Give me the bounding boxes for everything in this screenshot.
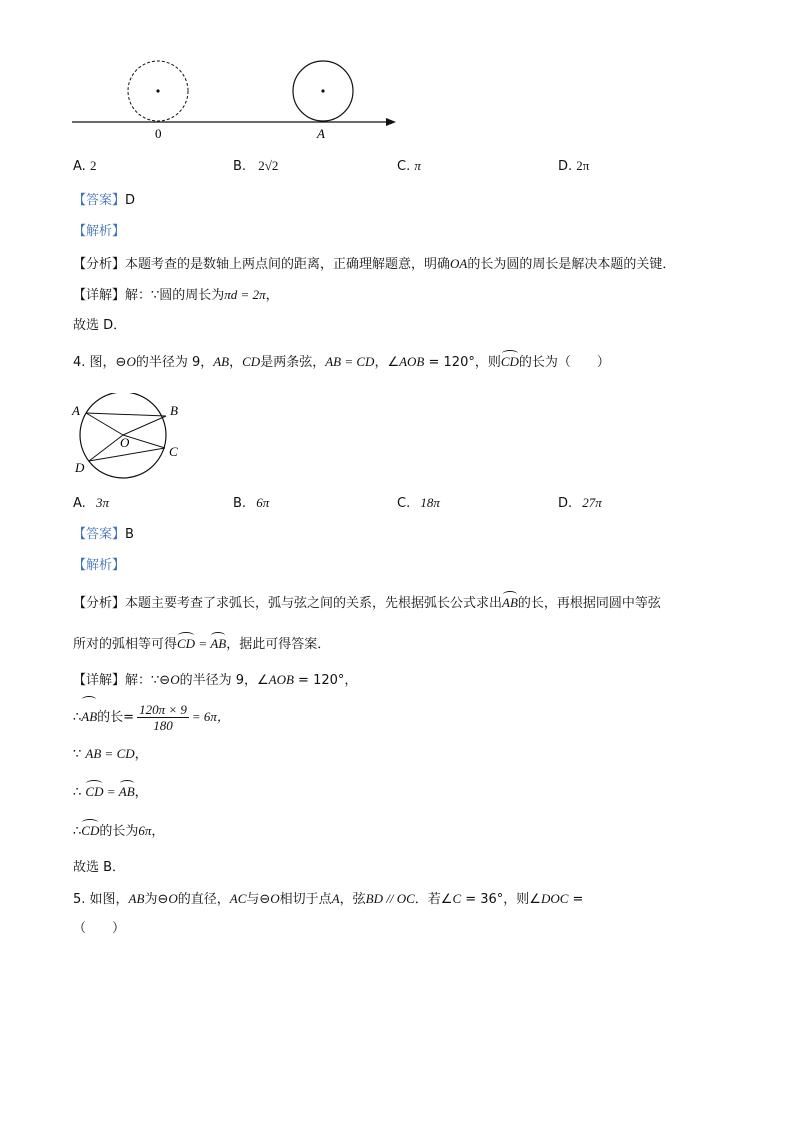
stem-text: ．若∠	[414, 892, 453, 907]
stem-var: AB	[128, 891, 145, 906]
option-letter: B.	[233, 159, 247, 174]
q3-analysis-heading	[73, 224, 125, 240]
step-arc: CD	[81, 823, 100, 838]
stem-text: = 120°，则	[424, 355, 501, 370]
q4-option-b	[233, 495, 269, 511]
axis-arrow	[386, 118, 396, 126]
fenxi-text-end: 的长为圆的周长是解决本题的关键．	[467, 257, 676, 272]
fenxi-text-end: 的长，再根据同圆中等弦	[517, 596, 661, 611]
xiangjie-text: = 120°，	[293, 673, 358, 688]
label-zero: 0	[155, 126, 162, 141]
step-arc: CD	[85, 784, 104, 799]
answer-tag: 【答案】	[73, 527, 126, 542]
conclusion-text: 故选 B．	[73, 860, 126, 875]
xiangjie-tag: 【详解】	[73, 288, 126, 303]
q4-step-3	[73, 784, 148, 801]
q4-step-2	[73, 746, 148, 763]
stem-var: AOB	[399, 354, 425, 369]
segment-od	[89, 435, 123, 461]
label-c: C	[169, 444, 178, 459]
step-expr: AB = CD	[85, 746, 135, 761]
stem-text: = 36°，则∠	[461, 892, 541, 907]
stem-text: 与⊖	[246, 892, 271, 907]
segment-ob	[123, 416, 166, 435]
stem-formula: AB = CD	[325, 354, 375, 369]
stem-text: 为⊖	[144, 892, 169, 907]
step-end: ，	[134, 747, 148, 762]
stem-formula: BD // OC	[365, 891, 415, 906]
fenxi-tag: 【分析】	[73, 257, 126, 272]
number-line-figure	[60, 50, 410, 150]
q4-option-d	[558, 495, 602, 511]
stem-var: O	[168, 891, 178, 906]
chord-ab	[86, 413, 166, 416]
step-arc: AB	[118, 784, 135, 799]
fenxi-arc: AB	[502, 595, 518, 610]
option-value: 27π	[582, 495, 602, 510]
option-value: 6π	[256, 495, 270, 510]
q4-option-c	[397, 495, 440, 511]
option-value: 18π	[420, 495, 440, 510]
fenxi-text: 所对的弧相等可得	[73, 637, 178, 652]
step-arc: AB	[81, 700, 97, 734]
xiangjie-var: AOB	[268, 672, 294, 687]
q4-fenxi-line2	[73, 636, 330, 653]
step-prefix: ∴	[73, 785, 82, 800]
stem-text: =	[568, 892, 584, 907]
label-o: O	[120, 435, 130, 450]
option-letter: B.	[233, 496, 247, 511]
solid-circle-center	[321, 89, 324, 92]
stem-var: O	[270, 891, 280, 906]
q4-fenxi	[73, 595, 661, 612]
stem-arc: CD	[500, 354, 519, 369]
stem-text: 5. 如图，	[73, 892, 129, 907]
q4-analysis-heading	[73, 558, 125, 574]
conclusion-text: 故选 D．	[73, 318, 127, 333]
stem-text: 的直径，	[177, 892, 230, 907]
label-a: A	[72, 403, 80, 418]
option-value: 3π	[95, 495, 109, 510]
q5-stem	[73, 891, 583, 908]
option-value: π	[414, 158, 421, 173]
fenxi-text-end: ，据此可得答案．	[226, 637, 331, 652]
xiangjie-text: 解：∵圆的周长为	[125, 288, 225, 303]
stem-var: DOC	[540, 891, 569, 906]
stem-text: 的长为（ ）	[518, 355, 610, 370]
stem-text: 相切于点	[279, 892, 332, 907]
q4-xiangjie	[73, 672, 357, 689]
q3-option-a	[73, 158, 96, 174]
answer-tag: 【答案】	[73, 193, 126, 208]
fenxi-arc: AB	[210, 636, 227, 651]
xiangjie-text: 的半径为 9，∠	[179, 673, 269, 688]
stem-var: A	[331, 891, 340, 906]
stem-var: AC	[229, 891, 247, 906]
step-prefix: ∵	[73, 747, 82, 762]
option-letter: A.	[73, 496, 86, 511]
q4-stem	[73, 354, 610, 371]
option-letter: D.	[558, 496, 573, 511]
q3-xiangjie	[73, 287, 279, 304]
stem-text: ，弦	[339, 892, 366, 907]
label-d: D	[75, 460, 85, 475]
fenxi-var: OA	[450, 256, 468, 271]
option-letter: C.	[397, 159, 411, 174]
q4-option-a	[73, 495, 109, 511]
answer-value: D	[125, 193, 136, 208]
step-eq: =	[103, 784, 119, 799]
xiangjie-tag: 【详解】	[73, 673, 126, 688]
option-letter: D.	[558, 159, 573, 174]
stem-var: C	[452, 891, 462, 906]
q4-answer	[73, 527, 134, 543]
stem-text: 是两条弦，	[260, 355, 326, 370]
stem-var: AB	[213, 354, 230, 369]
fenxi-eq: =	[195, 636, 211, 651]
stem-var: CD	[242, 354, 261, 369]
stem-text: 4. 图，⊖	[73, 355, 127, 370]
stem-text: 的半径为 9，	[135, 355, 214, 370]
xiangjie-end: ，	[265, 288, 279, 303]
option-value: 2	[89, 158, 97, 173]
fraction-denominator: 180	[153, 718, 173, 733]
fraction-numerator: 120π × 9	[139, 702, 187, 717]
step-text: 的长为	[99, 824, 139, 839]
step-text: 的长=	[97, 710, 135, 725]
fenxi-text: 本题考查的是数轴上两点间的距离，正确理解题意，明确	[125, 257, 451, 272]
answer-value: B	[125, 527, 134, 542]
segment-ao	[86, 413, 123, 435]
stem-text: ，	[229, 355, 243, 370]
step-prefix: ∴	[73, 710, 82, 725]
q3-option-b	[233, 158, 278, 174]
answer-paren: （ ）	[73, 921, 126, 936]
q3-option-d	[558, 158, 589, 174]
q3-answer	[73, 193, 135, 209]
analysis-tag: 【解析】	[73, 224, 126, 239]
analysis-tag: 【解析】	[73, 558, 126, 573]
q3-fenxi	[73, 256, 675, 273]
step-result: = 6π，	[191, 709, 230, 724]
stem-text: ，∠	[374, 355, 400, 370]
circle-chord-figure	[66, 393, 196, 483]
step-fraction	[137, 702, 189, 733]
xiangjie-text: 解：∵⊖	[125, 673, 171, 688]
label-a: A	[317, 126, 325, 141]
step-prefix: ∴	[73, 824, 82, 839]
option-value: 2√2	[258, 158, 279, 173]
q3-option-c	[397, 158, 421, 174]
stem-var: O	[126, 354, 136, 369]
fenxi-arc: CD	[177, 636, 196, 651]
q4-step-4	[73, 823, 164, 840]
q5-paren	[73, 921, 125, 937]
step-value: 6π	[138, 823, 152, 838]
dashed-circle-center	[156, 89, 159, 92]
xiangjie-var: O	[170, 672, 180, 687]
option-letter: A.	[73, 159, 86, 174]
q4-conclusion	[73, 860, 125, 876]
fenxi-tag: 【分析】	[73, 596, 126, 611]
fenxi-text: 本题主要考查了求弧长，弧与弦之间的关系，先根据弧长公式求出	[125, 596, 503, 611]
q4-step-1	[73, 700, 230, 735]
step-end: ，	[134, 785, 148, 800]
q3-conclusion	[73, 318, 126, 334]
xiangjie-formula: πd = 2π	[224, 287, 266, 302]
option-letter: C.	[397, 496, 411, 511]
label-b: B	[170, 403, 178, 418]
option-value: 2π	[576, 158, 590, 173]
step-end: ，	[151, 824, 165, 839]
